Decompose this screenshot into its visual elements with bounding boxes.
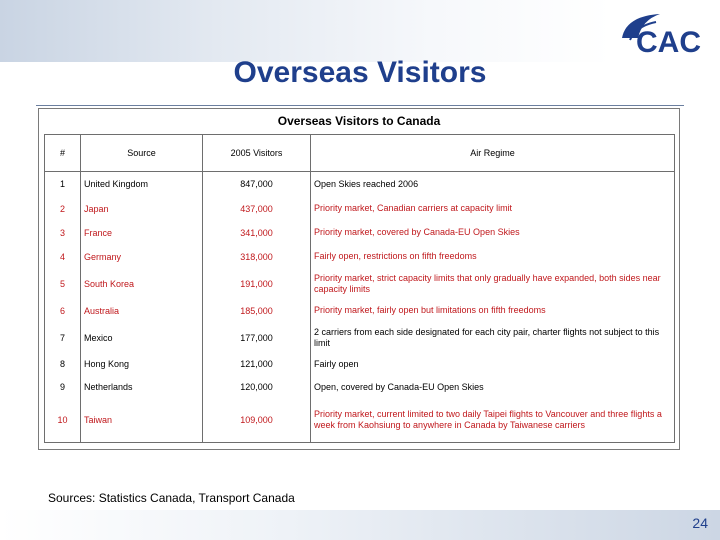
table-caption: Overseas Visitors to Canada [277, 114, 441, 128]
footer-band [0, 510, 720, 540]
row-air-regime: Open, covered by Canada-EU Open Skies [311, 376, 675, 399]
header-visitors: 2005 Visitors [203, 135, 311, 172]
row-number: 8 [45, 353, 81, 376]
row-visitors: 177,000 [203, 323, 311, 353]
table-row [45, 221, 675, 245]
page-title: Overseas Visitors [233, 56, 487, 89]
header-air-regime: Air Regime [311, 135, 675, 172]
table-row [45, 172, 675, 197]
page-number: 24 [692, 515, 708, 531]
row-air-regime: Open Skies reached 2006 [311, 172, 675, 197]
title-divider [36, 105, 684, 106]
header-source: Source [81, 135, 203, 172]
table-row [45, 376, 675, 399]
row-visitors: 341,000 [203, 221, 311, 245]
cac-logo [616, 8, 716, 58]
row-number: 4 [45, 245, 81, 269]
row-air-regime: Priority market, strict capacity limits that only gradually have expanded, both sides near capacity limits [311, 269, 675, 299]
table-row [45, 197, 675, 221]
table-row [45, 323, 675, 353]
visitors-table [44, 134, 675, 443]
row-number: 10 [45, 399, 81, 443]
row-source: Taiwan [81, 399, 203, 443]
row-number: 5 [45, 269, 81, 299]
row-source: France [81, 221, 203, 245]
table-row [45, 399, 675, 443]
row-number: 2 [45, 197, 81, 221]
row-air-regime: Fairly open [311, 353, 675, 376]
row-visitors: 185,000 [203, 299, 311, 323]
row-source: Australia [81, 299, 203, 323]
row-visitors: 318,000 [203, 245, 311, 269]
row-air-regime: Priority market, Canadian carriers at capacity limit [311, 197, 675, 221]
row-number: 1 [45, 172, 81, 197]
row-visitors: 120,000 [203, 376, 311, 399]
row-source: Japan [81, 197, 203, 221]
sources-note: Sources: Statistics Canada, Transport Canada [48, 491, 295, 505]
row-source: South Korea [81, 269, 203, 299]
row-air-regime: Priority market, covered by Canada-EU Open Skies [311, 221, 675, 245]
table-row [45, 269, 675, 299]
row-visitors: 437,000 [203, 197, 311, 221]
row-number: 7 [45, 323, 81, 353]
table-row [45, 353, 675, 376]
row-visitors: 121,000 [203, 353, 311, 376]
row-air-regime: Priority market, fairly open but limitations on fifth freedoms [311, 299, 675, 323]
row-number: 9 [45, 376, 81, 399]
table-row [45, 299, 675, 323]
table-row [45, 245, 675, 269]
row-number: 6 [45, 299, 81, 323]
row-air-regime: 2 carriers from each side designated for each city pair, charter flights not subject to this limit [311, 323, 675, 353]
row-source: Germany [81, 245, 203, 269]
row-visitors: 109,000 [203, 399, 311, 443]
row-source: Netherlands [81, 376, 203, 399]
visitors-table-frame [38, 108, 680, 450]
row-air-regime: Fairly open, restrictions on fifth freedoms [311, 245, 675, 269]
header-number: # [45, 135, 81, 172]
row-visitors: 847,000 [203, 172, 311, 197]
row-number: 3 [45, 221, 81, 245]
row-source: United Kingdom [81, 172, 203, 197]
row-visitors: 191,000 [203, 269, 311, 299]
header-band [0, 0, 720, 62]
row-source: Mexico [81, 323, 203, 353]
table-header-row [45, 135, 675, 172]
row-source: Hong Kong [81, 353, 203, 376]
logo-text: CAC [636, 26, 701, 58]
row-air-regime: Priority market, current limited to two daily Taipei flights to Vancouver and three flights a week from Kaohsiung to anywhere in Canada by Taiwanese carriers [311, 399, 675, 443]
